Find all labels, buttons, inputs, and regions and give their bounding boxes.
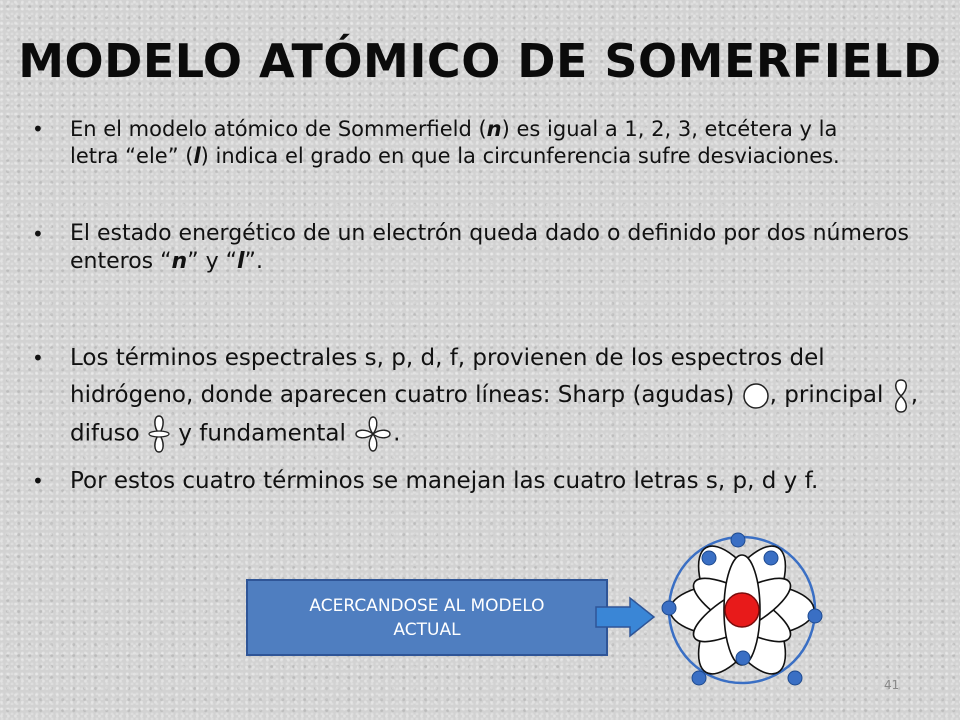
bullet-text: En el modelo atómico de Sommerfield ( bbox=[70, 117, 487, 141]
bullet-text: El estado energético de un electrón queda dado o definido por dos números enteros “ bbox=[70, 221, 909, 274]
d-orbital-icon bbox=[147, 414, 171, 454]
var-l: l bbox=[193, 144, 201, 168]
bullet-text: , difuso bbox=[70, 382, 919, 447]
s-orbital-icon bbox=[742, 382, 770, 410]
bullet-item-2 bbox=[32, 220, 920, 276]
page-number: 41 bbox=[884, 678, 900, 692]
bullet-item-4 bbox=[32, 468, 950, 495]
atom-diagram-icon bbox=[655, 528, 830, 688]
var-n: n bbox=[171, 249, 188, 274]
bullet-marker: • bbox=[32, 346, 44, 370]
bullet-text: Por estos cuatro términos se manejan las cuatro letras s, p, d y f. bbox=[70, 468, 819, 494]
bullet-text: ”. bbox=[244, 249, 263, 274]
bullet-marker: • bbox=[32, 469, 44, 493]
var-l: l bbox=[237, 249, 245, 274]
bullet-text: . bbox=[393, 420, 401, 447]
bullet-text: ) es igual a 1, 2, 3, etcétera y la letra “ele” ( bbox=[70, 117, 838, 168]
bullet-item-3 bbox=[32, 340, 930, 454]
bullet-text: , principal bbox=[769, 382, 891, 408]
slide-title: MODELO ATÓMICO DE SOMERFIELD bbox=[18, 34, 942, 88]
bullet-text: y fundamental bbox=[171, 420, 354, 447]
bullet-marker: • bbox=[32, 117, 44, 141]
arrow-right-icon bbox=[594, 596, 656, 638]
bullet-text: Los términos espectrales s, p, d, f, provienen de los espectros del hidrógeno, donde aparecen cuatro líneas: Sharp (agudas) bbox=[70, 345, 825, 408]
bullet-marker: • bbox=[32, 222, 44, 246]
p-orbital-icon bbox=[891, 378, 911, 414]
f-orbital-icon bbox=[353, 414, 393, 454]
var-n: n bbox=[486, 117, 502, 141]
modern-model-button[interactable]: ACERCANDOSE AL MODELO ACTUAL bbox=[246, 579, 608, 656]
bullet-text: ” y “ bbox=[187, 249, 237, 274]
bullet-item-1 bbox=[32, 116, 890, 170]
bullet-text: ) indica el grado en que la circunferencia sufre desviaciones. bbox=[200, 144, 840, 168]
